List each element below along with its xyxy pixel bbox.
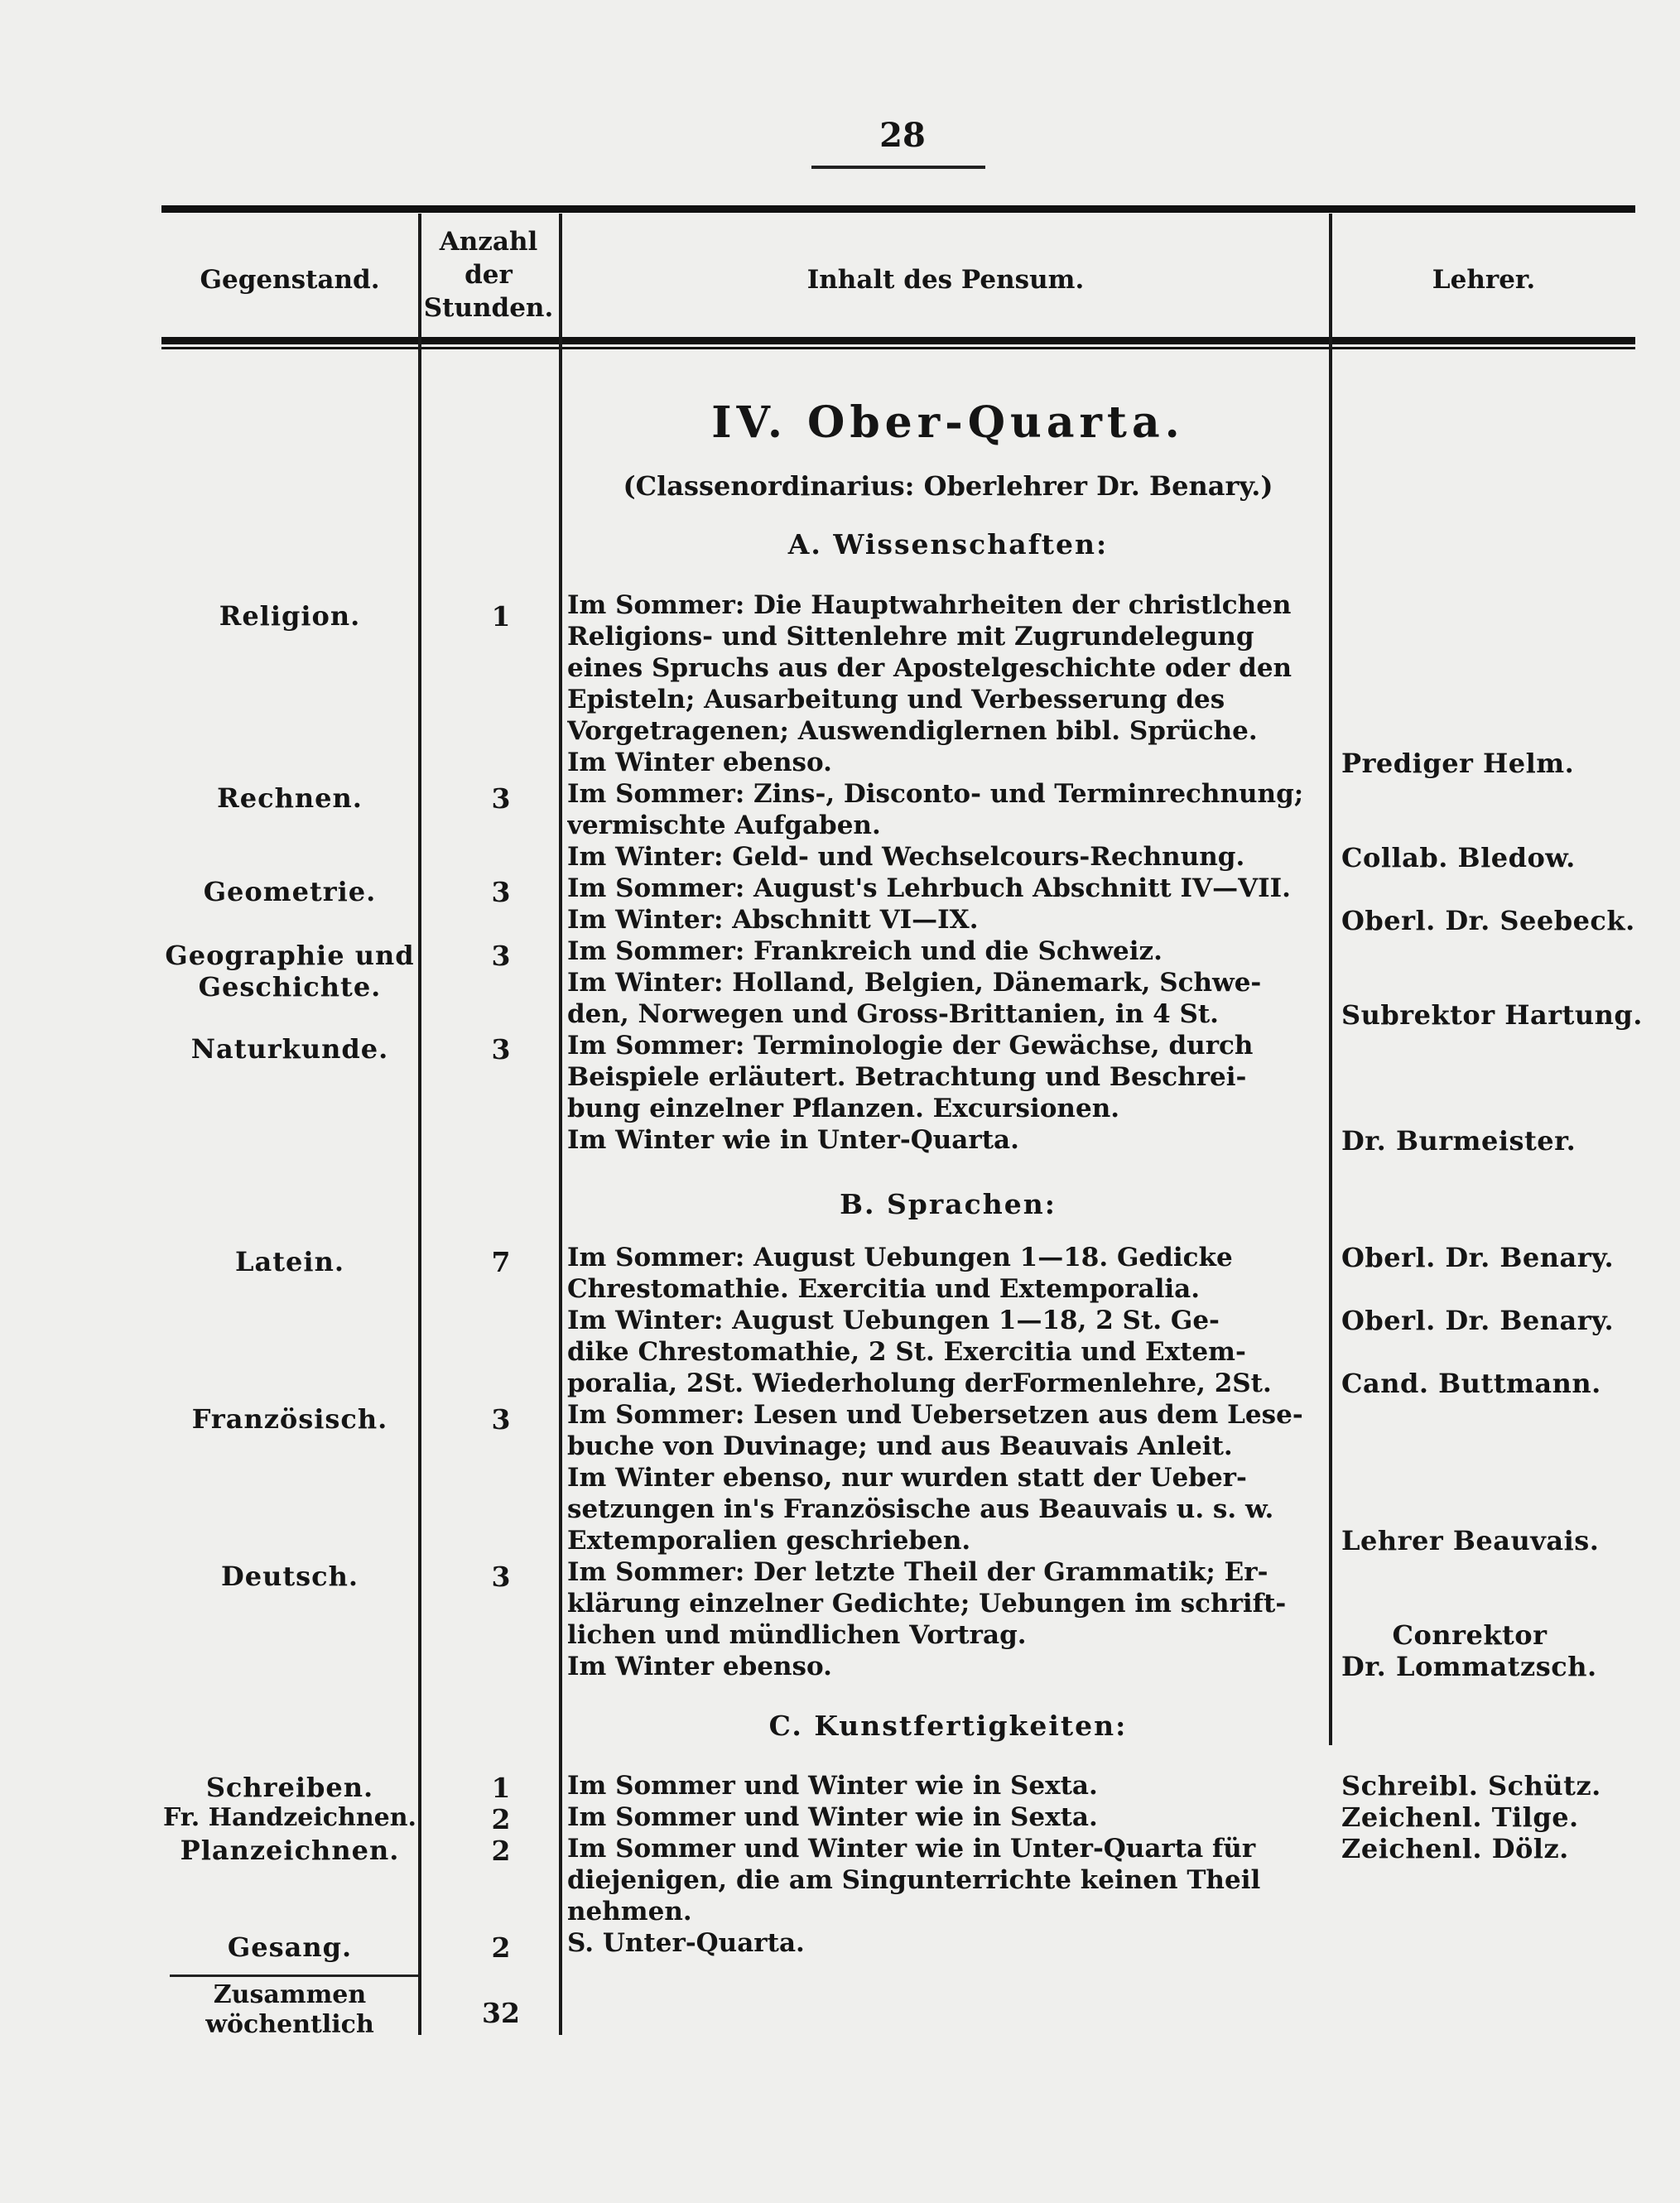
- hours-religion: 1: [491, 600, 511, 633]
- total-hours: 32: [482, 1997, 520, 2029]
- hours-latein: 7: [491, 1246, 511, 1278]
- subject-naturkunde: Naturkunde.: [190, 1033, 389, 1065]
- total-label-line1: Zusammen: [213, 1980, 367, 2009]
- header-hours: [418, 225, 559, 325]
- header-bottom-thin-rule: [161, 347, 1635, 349]
- content-line: Im Sommer: Frankreich und die Schweiz.: [567, 936, 1163, 966]
- teacher-buttmann: Cand. Buttmann.: [1341, 1368, 1601, 1399]
- content-line: Religions- und Sittenlehre mit Zugrundelegung: [567, 622, 1254, 652]
- content-line: Im Sommer und Winter wie in Unter-Quarta für: [567, 1834, 1256, 1864]
- teacher-hartung: Subrektor Hartung.: [1341, 999, 1643, 1031]
- content-line: Extemporalien geschrieben.: [567, 1526, 971, 1556]
- content-line: Im Winter: Abschnitt VI—IX.: [567, 905, 979, 935]
- total-rule: [170, 1975, 418, 1977]
- subject-handzeichnen: Fr. Handzeichnen.: [162, 1803, 417, 1832]
- subject-franzoesisch: Französisch.: [191, 1403, 388, 1435]
- content-line: Im Winter ebenso, nur wurden statt der Ueber-: [567, 1463, 1247, 1493]
- header-teacher: Lehrer.: [1432, 265, 1536, 295]
- content-line: Im Winter ebenso.: [567, 1652, 832, 1681]
- content-line: den, Norwegen und Gross-Brittanien, in 4 St.: [567, 999, 1219, 1029]
- content-line: Im Winter: August Uebungen 1—18, 2 St. Ge-: [567, 1306, 1220, 1335]
- teacher-tilge: Zeichenl. Tilge.: [1341, 1801, 1579, 1833]
- hours-geographie: 3: [491, 940, 511, 972]
- content-line: Im Sommer: Die Hauptwahrheiten der christlchen: [567, 590, 1292, 620]
- hours-gesang: 2: [491, 1931, 511, 1964]
- teacher-beauvais: Lehrer Beauvais.: [1341, 1525, 1600, 1556]
- class-title: IV. Ober-Quarta.: [711, 397, 1185, 448]
- teacher-benary-1: Oberl. Dr. Benary.: [1341, 1242, 1615, 1273]
- content-line: S. Unter-Quarta.: [567, 1928, 805, 1958]
- subject-religion: Religion.: [219, 600, 361, 632]
- content-line: Chrestomathie. Exercitia und Extemporalia.: [567, 1274, 1201, 1304]
- hours-naturkunde: 3: [491, 1033, 511, 1065]
- header-bottom-rule: [161, 337, 1635, 344]
- content-line: Im Sommer: Zins-, Disconto- und Terminrechnung;: [567, 779, 1304, 809]
- content-line: nehmen.: [567, 1897, 692, 1926]
- column-divider-content: [1329, 214, 1332, 1745]
- content-line: eines Spruchs aus der Apostelgeschichte oder den: [567, 653, 1292, 683]
- content-line: Im Sommer: Der letzte Theil der Grammatik; Er-: [567, 1557, 1268, 1587]
- teacher-conrektor-title: Conrektor: [1392, 1619, 1548, 1651]
- teacher-benary-2: Oberl. Dr. Benary.: [1341, 1305, 1615, 1336]
- teacher-seebeck: Oberl. Dr. Seebeck.: [1341, 905, 1635, 936]
- class-ordinarius: (Classenordinarius: Oberlehrer Dr. Benary.): [623, 470, 1273, 502]
- column-divider-hours: [559, 214, 562, 2035]
- header-subject: Gegenstand.: [200, 265, 380, 295]
- teacher-doelz: Zeichenl. Dölz.: [1341, 1833, 1569, 1864]
- content-line: Im Sommer: Lesen und Uebersetzen aus dem Lese-: [567, 1400, 1303, 1430]
- content-line: diejenigen, die am Singunterrichte keinen Theil: [567, 1865, 1261, 1895]
- header-content: Inhalt des Pensum.: [806, 265, 1085, 295]
- subject-planzeichnen: Planzeichnen.: [180, 1835, 400, 1866]
- content-line: buche von Duvinage; und aus Beauvais Anleit.: [567, 1431, 1233, 1461]
- teacher-schuetz: Schreibl. Schütz.: [1341, 1770, 1601, 1801]
- section-b-heading: B. Sprachen:: [840, 1188, 1057, 1220]
- content-line: dike Chrestomathie, 2 St. Exercitia und Extem-: [567, 1337, 1246, 1367]
- header-hours-line3: Stunden.: [423, 293, 554, 323]
- hours-geometrie: 3: [491, 876, 511, 908]
- content-line: Im Winter: Geld- und Wechselcours-Rechnung.: [567, 842, 1245, 872]
- content-line: Im Sommer: Terminologie der Gewächse, durch: [567, 1031, 1254, 1061]
- teacher-bledow: Collab. Bledow.: [1341, 842, 1576, 873]
- content-line: Im Winter wie in Unter-Quarta.: [567, 1125, 1019, 1155]
- subject-geographie: Geographie und: [165, 940, 415, 971]
- content-block-a: [567, 589, 1329, 1156]
- header-hours-line2: der: [465, 260, 513, 290]
- content-line: lichen und mündlichen Vortrag.: [567, 1620, 1027, 1650]
- teacher-lommatzsch: Dr. Lommatzsch.: [1341, 1651, 1597, 1682]
- content-line: klärung einzelner Gedichte; Uebungen im schrift-: [567, 1589, 1287, 1619]
- subject-geometrie: Geometrie.: [203, 876, 377, 907]
- subject-rechnen: Rechnen.: [217, 782, 363, 814]
- header-hours-line1: Anzahl: [439, 227, 538, 257]
- total-label-line2: wöchentlich: [205, 2010, 374, 2039]
- page-number-underline: [811, 166, 985, 169]
- content-line: Im Sommer und Winter wie in Sexta.: [567, 1771, 1098, 1801]
- hours-schreiben: 1: [491, 1772, 511, 1804]
- hours-deutsch: 3: [491, 1561, 511, 1593]
- content-line: Beispiele erläutert. Betrachtung und Beschrei-: [567, 1062, 1247, 1092]
- total-label: [161, 1980, 418, 2040]
- content-line: poralia, 2St. Wiederholung derFormenlehre, 2St.: [567, 1368, 1272, 1398]
- content-line: Im Sommer und Winter wie in Sexta.: [567, 1802, 1098, 1832]
- subject-geschichte: Geschichte.: [198, 971, 382, 1003]
- hours-planzeichnen: 2: [491, 1835, 511, 1867]
- teacher-burmeister: Dr. Burmeister.: [1341, 1125, 1577, 1157]
- content-line: Im Sommer: August's Lehrbuch Abschnitt IV—VII.: [567, 873, 1291, 903]
- content-block-b: [567, 1242, 1329, 1682]
- section-c-heading: C. Kunstfertigkeiten:: [768, 1710, 1128, 1742]
- subject-deutsch: Deutsch.: [220, 1561, 359, 1592]
- content-line: Im Winter: Holland, Belgien, Dänemark, Schwe-: [567, 968, 1262, 998]
- page-number: 28: [879, 116, 926, 155]
- teacher-helm: Prediger Helm.: [1341, 748, 1575, 779]
- hours-rechnen: 3: [491, 782, 511, 815]
- hours-franzoesisch: 3: [491, 1403, 511, 1436]
- content-block-c: [567, 1770, 1329, 1959]
- subject-gesang: Gesang.: [227, 1931, 353, 1963]
- content-line: vermischte Aufgaben.: [567, 810, 881, 840]
- header-top-rule: [161, 205, 1635, 213]
- content-line: Im Winter ebenso.: [567, 748, 832, 777]
- content-line: setzungen in's Französische aus Beauvais u. s. w.: [567, 1494, 1274, 1524]
- column-divider-subject: [418, 214, 421, 2035]
- subject-schreiben: Schreiben.: [205, 1772, 374, 1803]
- hours-handzeichnen: 2: [491, 1803, 511, 1835]
- section-a-heading: A. Wissenschaften:: [787, 528, 1109, 560]
- subject-latein: Latein.: [235, 1246, 344, 1277]
- content-line: Im Sommer: August Uebungen 1—18. Gedicke: [567, 1243, 1233, 1272]
- content-line: bung einzelner Pflanzen. Excursionen.: [567, 1094, 1120, 1123]
- content-line: Episteln; Ausarbeitung und Verbesserung des: [567, 685, 1225, 714]
- content-line: Vorgetragenen; Auswendiglernen bibl. Sprüche.: [567, 716, 1258, 746]
